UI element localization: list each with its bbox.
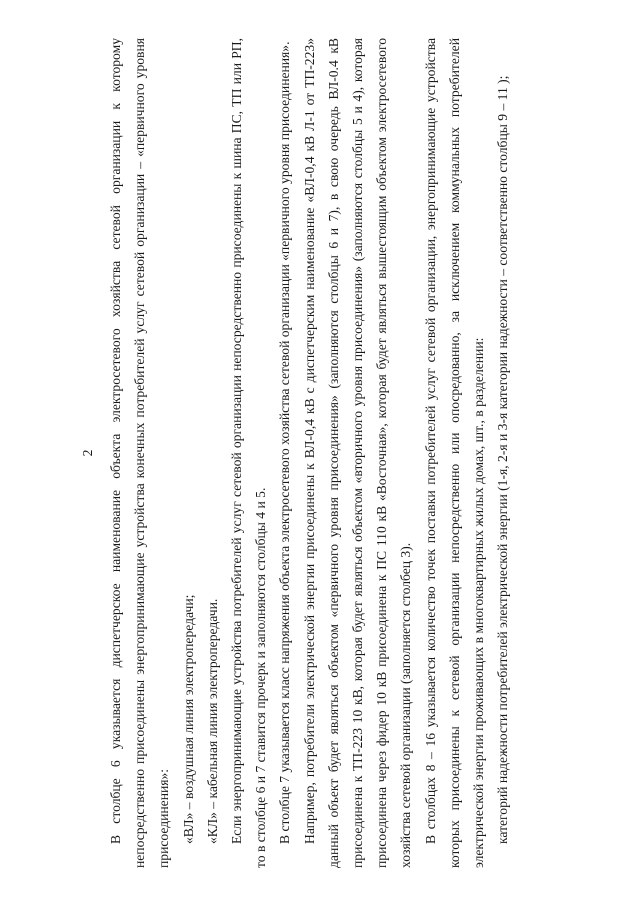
paragraph-column-7: В столбце 7 указывается класс напряжения объекта электросетевого хозяйства сетевой организации «первичного уровня присоединения». xyxy=(277,41,293,844)
paragraph-direct-connection: Если энергопринимающие устройства потребителей услуг сетевой организации непосредственно присоединены к шина ПС, ТП или РП, то в столбце 6 и 7 ставится прочерк и заполняются столбцы 4 и 5. xyxy=(229,38,269,868)
body-text xyxy=(104,38,515,868)
page-number: 2 xyxy=(80,449,95,457)
paragraph-reliability-categories: категорий надежности потребителей электрической энергии (1-я, 2-я и 3-я категории надежности – соответственно столбцы 9 – 11 ); xyxy=(495,75,511,844)
paragraph-example: Например, потребители электрической энергии присоединены к ВЛ-0,4 кВ с диспетчерским наименование «ВЛ-0,4 кВ Л-1 от ТП-223» данный объект будет являться объектом «первичного уровня присоединения» (заполняются столбцы 6 и 7), в свою очередь ВЛ-0.4 кВ присоединена к ТП-223 10 кВ, которая будет являться объектом «вторичного уровня присоединения» (заполняются столбцы 5 и 4), которая присоединена через фидер 10 кВ присоединена к ПС 110 кВ «Восточная», которая будет являться вышестоящим объектом электросетевого хозяйства сетевой организации (заполняется столбец 3). xyxy=(301,38,414,868)
paragraph-column-6: В столбце 6 указывается диспетчерское наименование объекта электросетевого хозяйства сетевой организации к которому непосредственно присоединены энергопринимающие устройства конечных потребителей услуг сетевой организации – «первичного уровня присоединения»: xyxy=(108,38,172,868)
list-item-kl: «КЛ» – кабельная линия электропередачи. xyxy=(204,598,220,844)
list-item-vl: «ВЛ» – воздушная линия электропередачи; xyxy=(180,594,196,844)
paragraph-columns-8-16: В столбцах 8 – 16 указывается количество точек поставки потребителей услуг сетевой организации, энергопринимающие устройства которых присоединены к сетевой организации непосредственно или опосредованно, за исключением коммунальных потребителей электрической энергии проживающих в многоквартирных жилых домах, шт., в разделении: xyxy=(422,38,487,868)
rotated-text-block xyxy=(76,38,564,868)
